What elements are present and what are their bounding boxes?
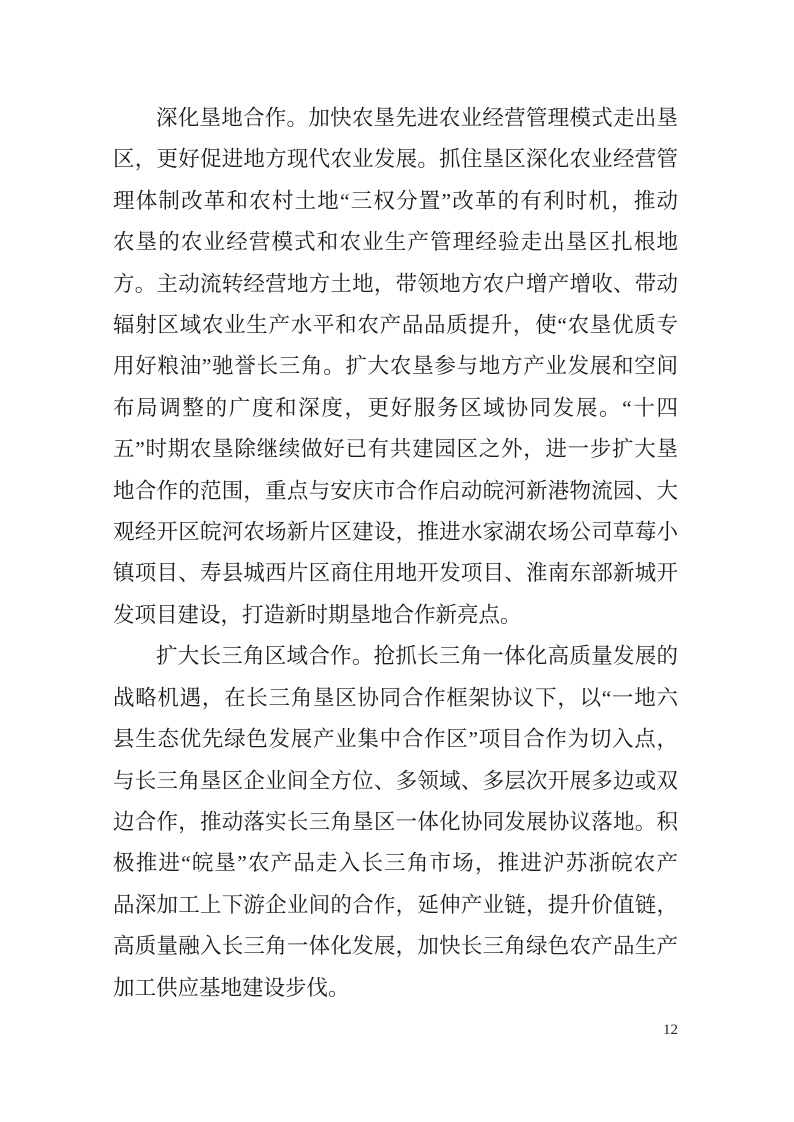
text-line: 边合作，推动落实长三角垦区一体化协同发展协议落地。积 (113, 809, 678, 834)
text-line: 区，更好促进地方现代农业发展。抓住垦区深化农业经营管 (113, 147, 678, 172)
text-line: 极推进“皖垦”农产品走入长三角市场，推进沪苏浙皖农产 (113, 851, 678, 876)
text-line: 发项目建设，打造新时期垦地合作新亮点。 (113, 602, 522, 627)
text-line: 县生态优先绿色发展产业集中合作区”项目合作为切入点， (113, 727, 678, 752)
body-text (113, 98, 678, 1009)
text-line: 五”时期农垦除继续做好已有共建园区之外，进一步扩大垦 (113, 437, 678, 462)
text-line: 地合作的范围，重点与安庆市合作启动皖河新港物流园、大 (113, 478, 678, 503)
text-line: 深化垦地合作。加快农垦先进农业经营管理模式走出垦 (156, 106, 678, 130)
text-line: 扩大长三角区域合作。抢抓长三角一体化高质量发展的 (156, 644, 678, 669)
text-line: 用好粮油”驰誉长三角。扩大农垦参与地方产业发展和空间 (113, 354, 678, 379)
text-line: 镇项目、寿县城西片区商住用地开发项目、淮南东部新城开 (113, 561, 678, 586)
text-line: 品深加工上下游企业间的合作，延伸产业链，提升价值链， (113, 892, 678, 917)
paragraph (113, 636, 678, 1009)
text-line: 高质量融入长三角一体化发展，加快长三角绿色农产品生产 (113, 934, 678, 959)
text-line: 农垦的农业经营模式和农业生产管理经验走出垦区扎根地 (113, 230, 678, 255)
paragraph (113, 98, 678, 636)
text-line: 布局调整的广度和深度，更好服务区域协同发展。“十四 (113, 395, 678, 420)
text-line: 与长三角垦区企业间全方位、多领域、多层次开展多边或双 (113, 768, 678, 793)
text-line: 辐射区域农业生产水平和农产品品质提升，使“农垦优质专 (113, 313, 678, 338)
text-line: 观经开区皖河农场新片区建设，推进水家湖农场公司草莓小 (113, 520, 678, 545)
text-line: 方。主动流转经营地方土地，带领地方农户增产增收、带动 (113, 271, 678, 296)
page-number: 12 (663, 1022, 678, 1038)
text-line: 战略机遇，在长三角垦区协同合作框架协议下，以“一地六 (113, 685, 678, 710)
text-line: 加工供应基地建设步伐。 (113, 975, 350, 1000)
text-line: 理体制改革和农村土地“三权分置”改革的有利时机，推动 (113, 188, 678, 213)
